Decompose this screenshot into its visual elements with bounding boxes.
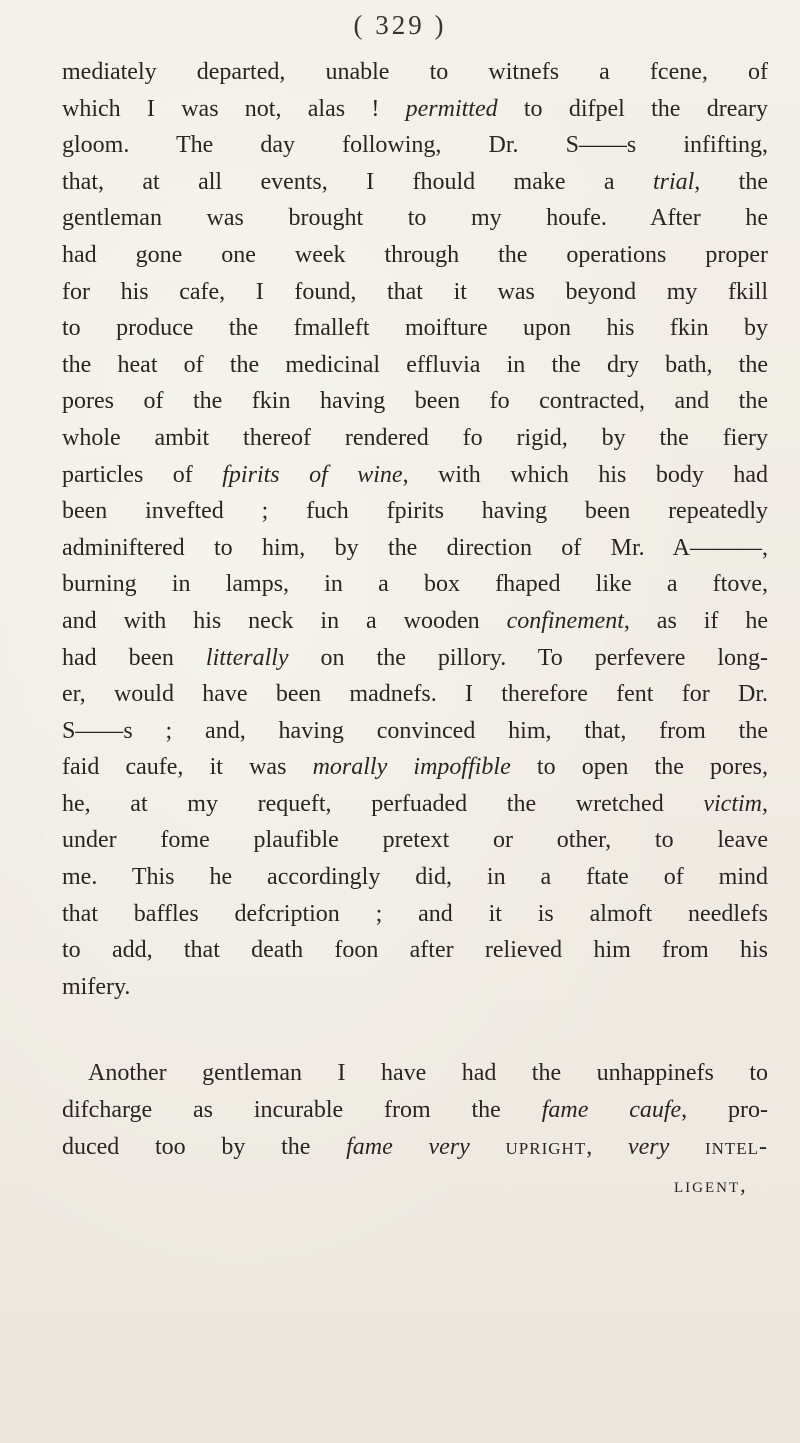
paragraph-2 [62,1055,768,1165]
text-line: to add, that death foon after relieved him from his [62,937,768,964]
italic-emphasis: victim [703,790,762,817]
text-line: that, at all events, I fhould make a trial, the [62,168,768,195]
text-line: that baffles defcription ; and it is almoft needlefs [62,900,768,927]
text-line: for his cafe, I found, that it was beyond my fkill [62,278,768,305]
text-line: and with his neck in a wooden confinement, as if he [62,607,768,634]
small-caps-text: upright [505,1133,587,1160]
text-line: S——s ; and, having convinced him, that, from the [62,717,768,744]
text-line: to produce the fmalleft moifture upon his fkin by [62,315,768,342]
text-line: pores of the fkin having been fo contracted, and the [62,388,768,415]
text-line: whole ambit thereof rendered fo rigid, by the fiery [62,424,768,451]
text-line: gloom. The day following, Dr. S——s infifting, [62,132,768,159]
text-line: burning in lamps, in a box fhaped like a ftove, [62,571,768,598]
text-line: particles of fpirits of wine, with which his body had [62,461,768,488]
text-line: me. This he accordingly did, in a ftate of mind [62,864,768,891]
text-line: been invefted ; fuch fpirits having been repeatedly [62,498,768,525]
italic-emphasis: morally impoffible [312,754,511,781]
text-line: had been litterally on the pillory. To perfevere long- [62,644,768,671]
small-caps-text: intel- [704,1133,769,1160]
text-line: Another gentleman I have had the unhappinefs to [88,1060,768,1087]
text-line: the heat of the medicinal effluvia in the dry bath, the [62,351,768,378]
page-number: ( 329 ) [353,10,447,40]
paragraph-gap [62,1005,768,1055]
text-line: gentleman was brought to my houfe. After he [62,205,768,232]
text-line: duced too by the fame very upright, very intel- [62,1133,769,1160]
text-line: adminiftered to him, by the direction of Mr. A———, [62,534,768,561]
text-line: he, at my requeft, perfuaded the wretched victim, [62,790,768,817]
text-line: mifery. [62,973,131,1000]
italic-emphasis: confinement [506,607,624,634]
italic-emphasis: fpirits of wine [222,461,403,488]
body-text [62,54,768,1165]
italic-emphasis: litterally [205,644,289,671]
italic-emphasis: very [627,1133,670,1160]
text-line: mediately departed, unable to witnefs a fcene, of [62,59,768,85]
catchword: ligent, [674,1172,748,1197]
paragraph-1 [62,54,768,1005]
text-line: had gone one week through the operations proper [62,241,768,268]
italic-emphasis: fame very [346,1133,470,1160]
text-line: difcharge as incurable from the fame caufe, pro- [62,1097,769,1124]
italic-emphasis: permitted [405,95,498,122]
text-line: which I was not, alas ! permitted to difpel the dreary [62,95,768,122]
text-line: faid caufe, it was morally impoffible to open the pores, [62,754,769,781]
italic-emphasis: trial [652,168,695,195]
text-line: under fome plaufible pretext or other, to leave [62,827,768,854]
italic-emphasis: fame caufe [541,1097,682,1124]
text-line: er, would have been madnefs. I therefore fent for Dr. [62,681,768,708]
